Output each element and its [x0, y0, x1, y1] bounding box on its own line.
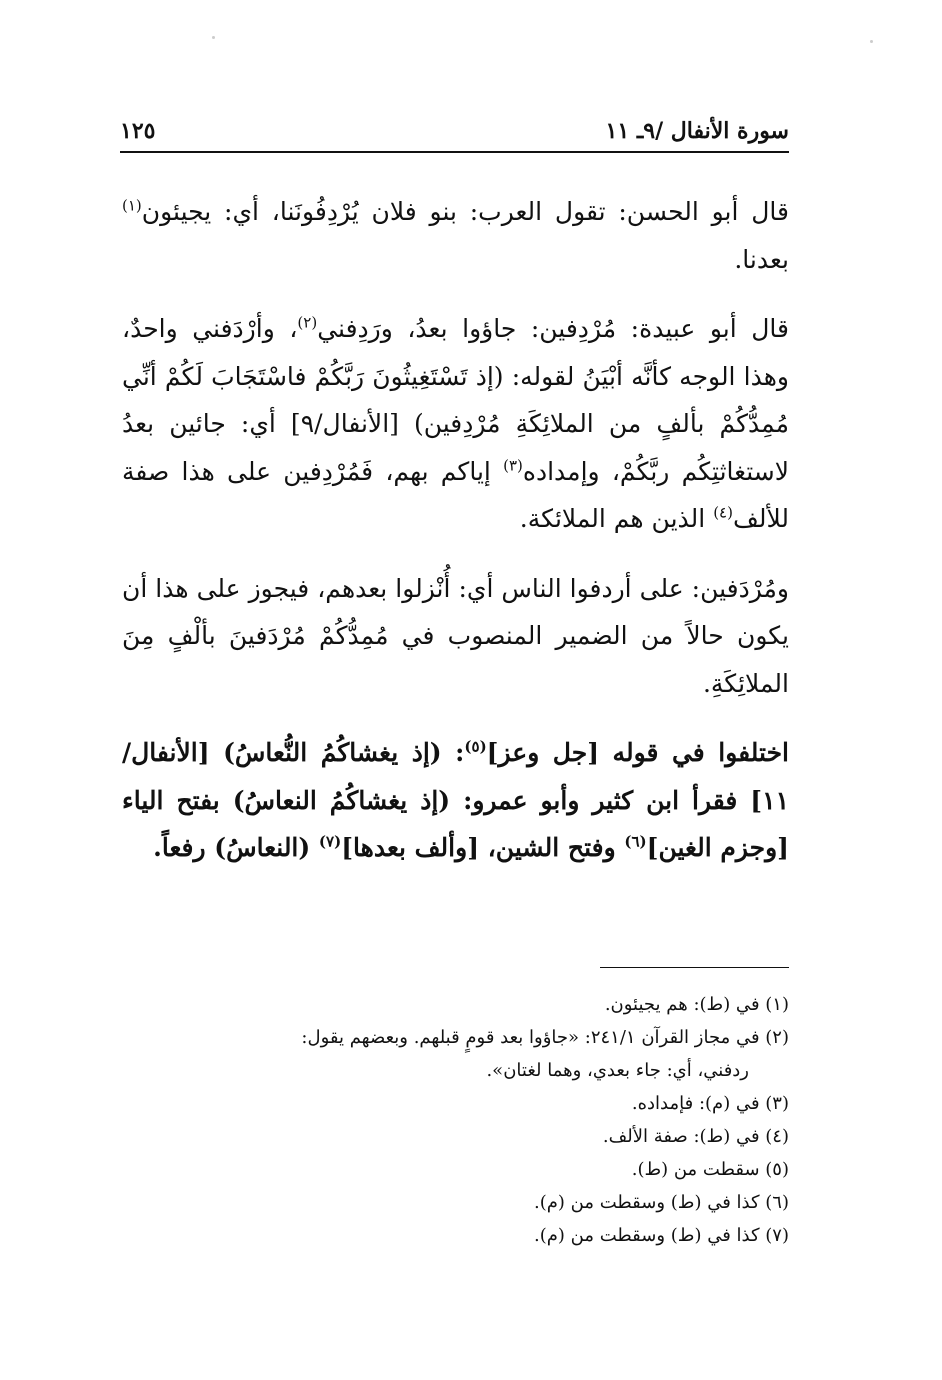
footnote-ref-7: (٧) [318, 832, 342, 851]
footnote-6: (٦) كذا في (ط) وسقطت من (م). [534, 1192, 789, 1213]
paragraph-2: قال أبو عبيدة: مُرْدِفين: جاؤوا بعدُ، ورَدِفني$^{(٢)}$، وأرْدَفني واحدٌ، وهذا الوجه كأنَّه أبْيَنُ لقوله: (إذ تَسْتَغِيثُونَ رَبَّكُمْ فاسْتَجَابَ لَكُمْ أنِّي مُمِدُّكُمْ بألفٍ من الملائِكَةِ مُرْدِفين) [الأنفال/٩] أي: جائين بعدُ لاستغاثتِكُم ربَّكُمْ، وإمداده$^{(٣)}$ إياكم بهم، فَمُرْدِفين على هذا صفة للألف$^{(٤)}$ الذين هم الملائكة. [122, 313, 789, 533]
page-number: ١٢٥ [120, 118, 156, 144]
footnote-3: (٣) في (م): فإمداده. [631, 1093, 789, 1114]
footnote-2-continued: ردفني، أي: جاء بعدي، وهما لغتان». [486, 1060, 749, 1081]
header-rule [120, 151, 789, 153]
footnote-7: (٧) كذا في (ط) وسقطت من (م). [534, 1225, 789, 1246]
footnote-ref-3: (٣) [503, 456, 523, 475]
running-title: سورة الأنفال /٩ـ ١١ [605, 118, 789, 144]
footnote-4: (٤) في (ط): صفة الألف. [602, 1126, 789, 1147]
paragraph-1: قال أبو الحسن: تقول العرب: بنو فلان يُرْدِفُونَنا، أي: يجيئون$^{(١)}$ بعدنا. [122, 196, 789, 274]
paragraph-3: ومُرْدَفين: على أردفوا الناس أي: أُنْزلوا بعدهم، فيجوز على هذا أن يكون حالاً من الضمير المنصوب في مُمِدُّكُمْ مُرْدَفينَ بألْفٍ مِنَ الملائِكَةِ. [122, 573, 789, 698]
footnote-ref-6: (٦) [624, 832, 647, 851]
footnote-1: (١) في (ط): هم يجيئون. [604, 994, 789, 1015]
footnote-separator [600, 967, 789, 968]
footnote-5: (٥) سقطت من (ط). [631, 1159, 789, 1180]
footnotes [122, 988, 789, 1252]
footnote-2: (٢) في مجاز القرآن ٢٤١/١: «جاؤوا بعد قومٍ قبلهم. وبعضهم يقول: [301, 1027, 789, 1048]
main-text [122, 188, 789, 894]
scan-speck [212, 36, 215, 39]
footnote-ref-1: (١) [122, 196, 142, 215]
paragraph-4: اختلفوا في قوله [جل وعز]$^{(٥)}$: (إذ يغشاكُمُ النُّعاسُ) [الأنفال/ ١١] فقرأ ابن كثير وأبو عمرو: (إذ يغشاكُمُ النعاسُ) بفتح الياء [وجزم الغين]$^{(٦)}$ وفتح الشين، [وألف بعدها]$^{(٧)}$ (النعاسُ) رفعاً. [122, 737, 789, 862]
footnote-ref-5: (٥) [464, 737, 487, 756]
scan-speck [870, 40, 873, 43]
footnote-ref-4: (٤) [713, 503, 733, 522]
running-header [120, 112, 789, 152]
footnote-ref-2: (٢) [297, 313, 318, 332]
